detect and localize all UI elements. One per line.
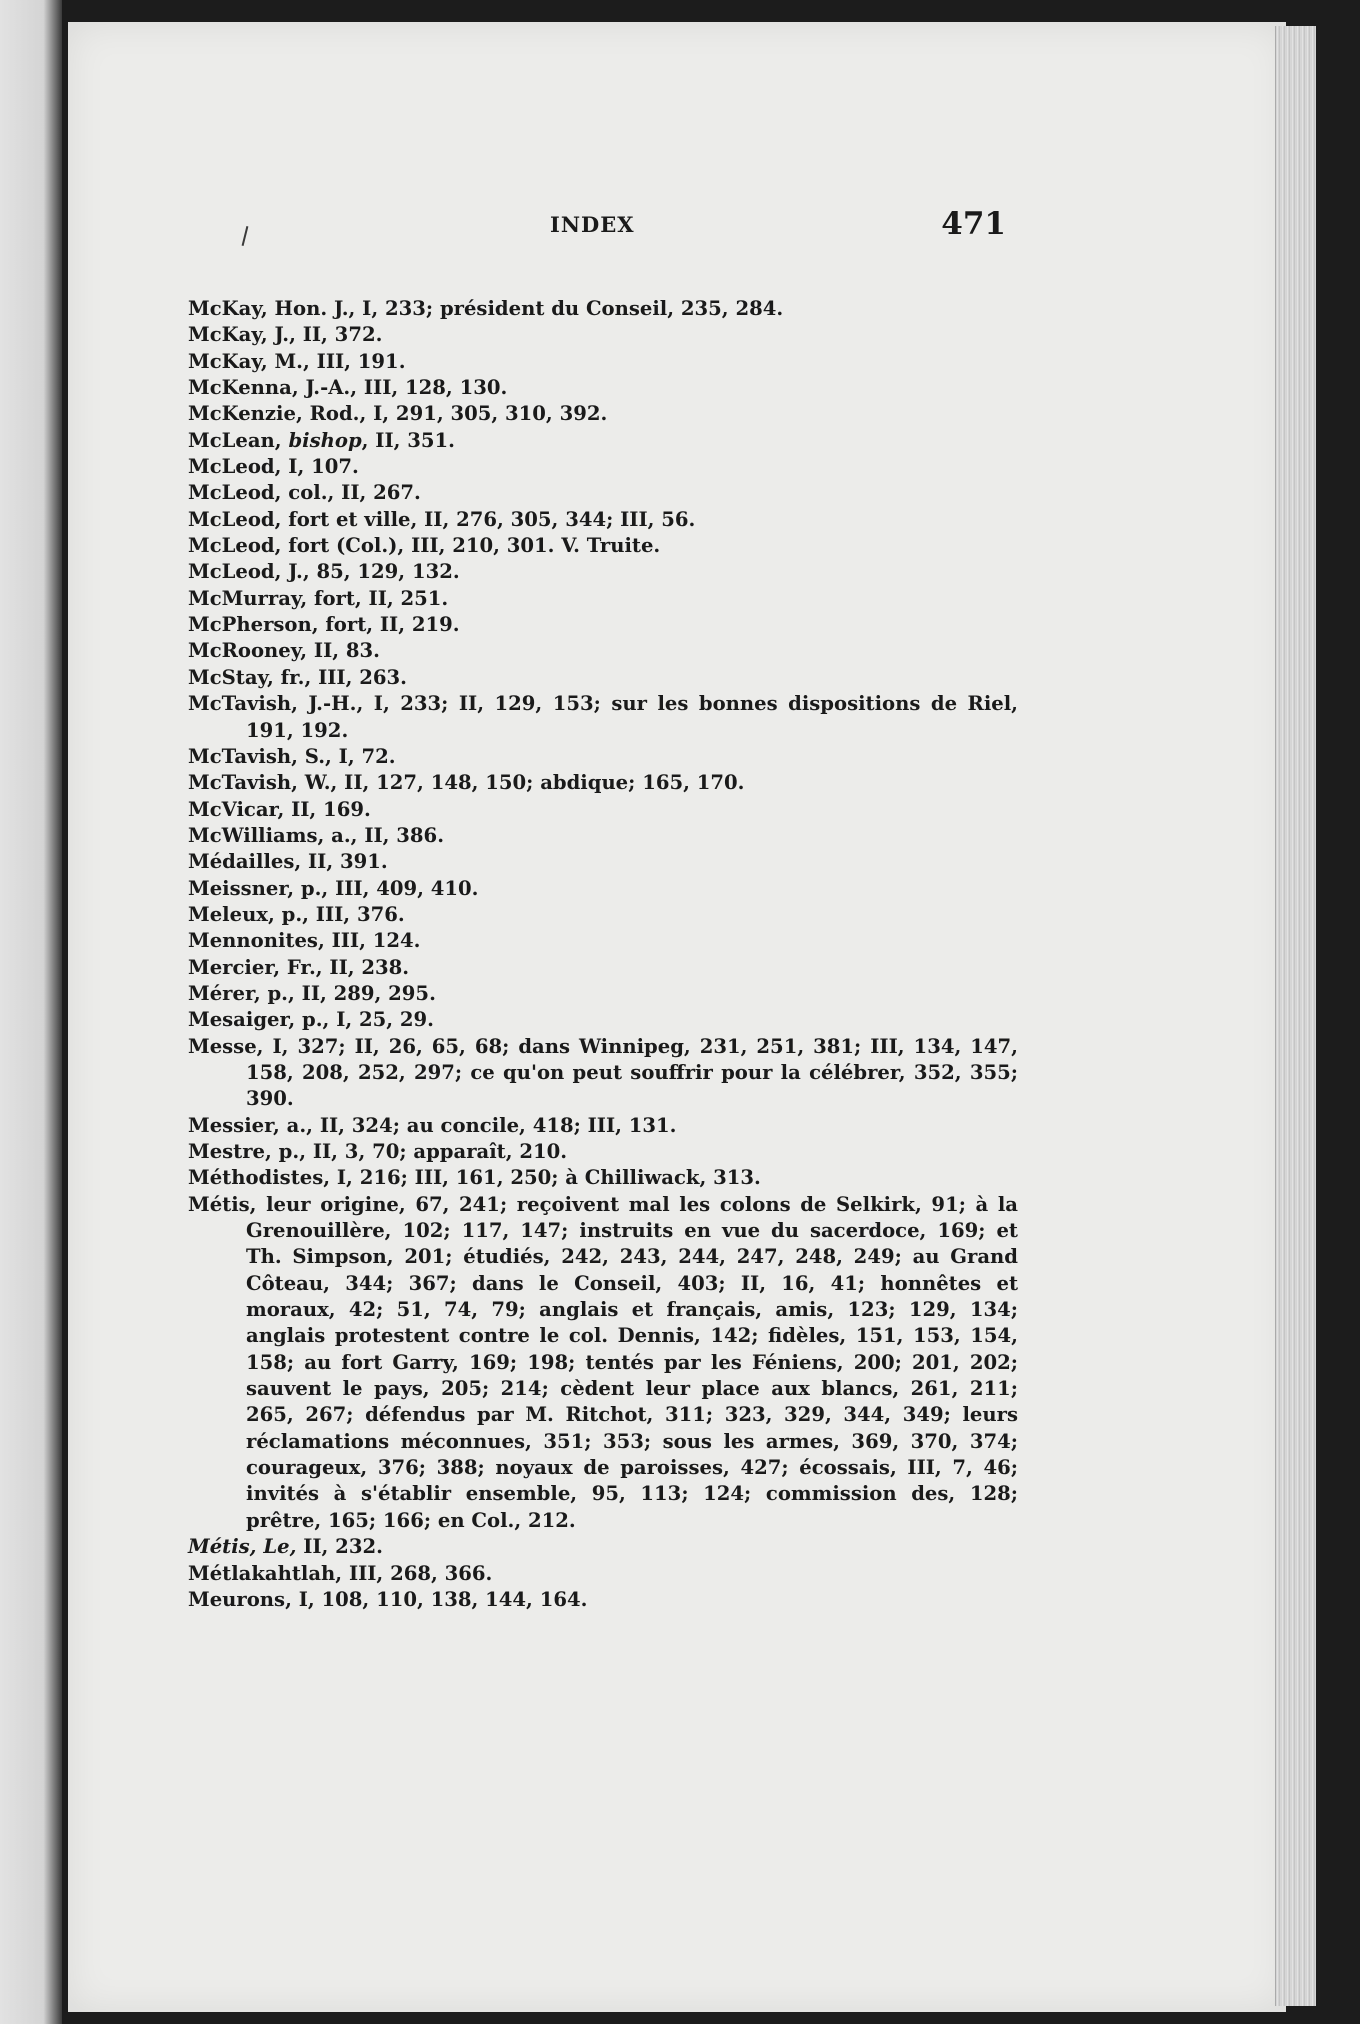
index-entry: McLeod, J., 85, 129, 132. [188, 560, 460, 584]
index-entry: Métis, leur origine, 67, 241; reçoivent mal les colons de Selkirk, 91; à la Grenouillère, 102; 117, 147; instruits en vue du sacerdoce, 169; et Th. Simpson, 201; étudiés, 242, 243, 244, 247, 248, 249; au Grand Côteau, 344; 367; dans le Conseil, 403; II, 16, 41; honnêtes et moraux, 42; 51, 74, 79; anglais et français, amis, 123; 129, 134; anglais protestent contre le col. Dennis, 142; fidèles, 151, 153, 154, 158; au fort Garry, 169; 198; tentés par les Féniens, 200; 201, 202; sauvent le pays, 205; 214; cèdent leur place aux blancs, 261, 211; 265, 267; défendus par M. Ritchot, 311; 323, 329, 344, 349; leurs réclamations méconnues, 351; 353; sous les armes, 369, 370, 374; courageux, 376; 388; noyaux de paroisses, 427; écossais, III, 7, 46; invités à s'établir ensemble, 95, 113; 124; commission des, 128; prêtre, 165; 166; en Col., 212. [188, 1192, 1018, 1532]
index-entry: McRooney, II, 83. [188, 639, 380, 663]
index-entry: Méthodistes, I, 216; III, 161, 250; à Chilliwack, 313. [188, 1166, 761, 1190]
index-entry: McTavish, S., I, 72. [188, 744, 396, 768]
page-stack-edge [1275, 26, 1316, 2006]
index-entry: Mestre, p., II, 3, 70; apparaît, 210. [188, 1140, 568, 1163]
index-entry: McTavish, W., II, 127, 148, 150; abdique; 165, 170. [188, 771, 745, 795]
index-entry: McLeod, fort (Col.), III, 210, 301. V. Truite. [188, 534, 661, 558]
index-entry: McTavish, J.-H., I, 233; II, 129, 153; sur les bonnes dispositions de Riel, 191, 192. [188, 692, 1018, 742]
index-entry: McMurray, fort, II, 251. [188, 586, 449, 610]
index-entry: Mercier, Fr., II, 238. [188, 955, 410, 979]
index-entry: Meissner, p., III, 409, 410. [188, 876, 479, 900]
index-entry: McKay, Hon. J., I, 233; président du Conseil, 235, 284. [188, 297, 784, 320]
index-entry: Médailles, II, 391. [188, 850, 388, 874]
page-number: 471 [941, 206, 1006, 242]
index-entry: McKay, M., III, 191. [188, 349, 406, 373]
index-entry: Meleux, p., III, 376. [188, 902, 405, 926]
index-entries [188, 296, 1018, 1613]
index-entry: McLean, bishop, II, 351. [188, 428, 455, 452]
running-title: INDEX [550, 212, 635, 237]
index-entry: Meurons, I, 108, 110, 138, 144, 164. [188, 1587, 588, 1611]
index-entry: McKenzie, Rod., I, 291, 305, 310, 392. [188, 402, 608, 426]
index-entry: McVicar, II, 169. [188, 797, 371, 821]
index-entry: McPherson, fort, II, 219. [188, 613, 460, 637]
index-entry: Métis, Le, II, 232. [188, 1535, 383, 1559]
index-entry: McStay, fr., III, 263. [188, 665, 407, 689]
index-entry: Métlakahtlah, III, 268, 366. [188, 1561, 493, 1585]
index-entry: McLeod, col., II, 267. [188, 481, 421, 505]
index-entry: McLeod, fort et ville, II, 276, 305, 344; III, 56. [188, 507, 696, 531]
index-entry: McKenna, J.-A., III, 128, 130. [188, 376, 508, 400]
index-entry: McKay, J., II, 372. [188, 323, 383, 347]
running-header [190, 206, 1006, 246]
facing-page-edge [0, 0, 62, 2024]
index-entry: Messier, a., II, 324; au concile, 418; III, 131. [188, 1113, 677, 1137]
index-entry: McLeod, I, 107. [188, 455, 359, 479]
index-entry: Messe, I, 327; II, 26, 65, 68; dans Winnipeg, 231, 251, 381; III, 134, 147, 158, 208, 252, 297; ce qu'on peut souffrir pour la célébrer, 352, 355; 390. [188, 1034, 1018, 1111]
index-entry: Mesaiger, p., I, 25, 29. [188, 1008, 435, 1032]
index-entry: Mennonites, III, 124. [188, 929, 421, 953]
index-entry: McWilliams, a., II, 386. [188, 823, 445, 847]
index-entry: Mérer, p., II, 289, 295. [188, 981, 436, 1005]
